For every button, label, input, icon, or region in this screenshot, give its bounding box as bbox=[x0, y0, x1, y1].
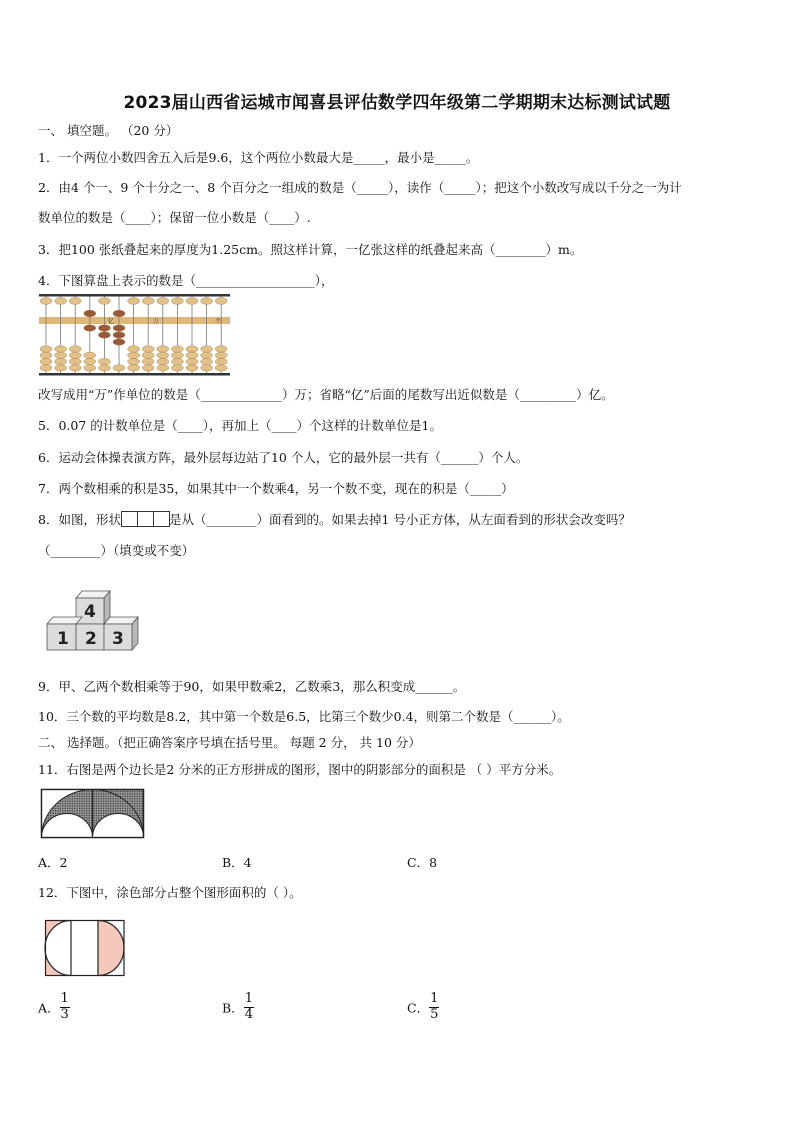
cube-label-4: 4 bbox=[84, 602, 96, 622]
q12-a-numerator: 1 bbox=[60, 991, 69, 1006]
abacus-lower-bead bbox=[157, 365, 169, 371]
abacus-upper-bead bbox=[171, 298, 183, 305]
abacus-upper-bead bbox=[98, 298, 110, 305]
abacus-lower-bead bbox=[215, 346, 227, 352]
abacus-upper-bead bbox=[186, 298, 198, 305]
abacus-lower-bead bbox=[171, 352, 183, 358]
cubes-figure bbox=[44, 584, 148, 654]
cube-label-3: 3 bbox=[112, 629, 124, 649]
question-11: 11．右图是两个边长是2 分米的正方形拼成的图形，图中的阴影部分的面积是 （ ）平方分米。 bbox=[38, 762, 562, 777]
abacus-upper-bead bbox=[113, 310, 125, 317]
cube-label-1: 1 bbox=[57, 629, 69, 649]
three-square-shape bbox=[121, 512, 169, 527]
abacus-upper-bead bbox=[40, 298, 52, 305]
abacus-lower-bead bbox=[69, 346, 81, 352]
abacus-lower-bead bbox=[69, 365, 81, 371]
abacus-lower-bead bbox=[55, 358, 67, 364]
abacus-lower-bead bbox=[186, 352, 198, 358]
abacus-bottom-frame bbox=[39, 373, 230, 376]
q12-c-numerator: 1 bbox=[430, 991, 439, 1006]
section-2-heading: 二、 选择题。（把正确答案序号填在括号里。 每题 2 分， 共 10 分） bbox=[38, 735, 421, 750]
abacus-lower-bead bbox=[142, 346, 154, 352]
abacus-lower-bead bbox=[40, 352, 52, 358]
abacus-lower-bead bbox=[98, 325, 110, 331]
section-1-heading: 一、 填空题。 （20 分） bbox=[38, 123, 179, 138]
question-8-line-2: （________）（填变或不变） bbox=[38, 543, 195, 558]
abacus-lower-bead bbox=[98, 365, 110, 371]
question-10: 10．三个数的平均数是8.2，其中第一个数是6.5，比第三个数少0.4，则第二个数是（______）。 bbox=[38, 709, 570, 724]
abacus-lower-bead bbox=[201, 346, 213, 352]
question-4-part-2: 改写成用“万”作单位的数是（_____________）万；省略“亿”后面的尾数写出近似数是（_________）亿。 bbox=[38, 387, 614, 402]
abacus-lower-bead bbox=[128, 365, 140, 371]
question-4: 4．下图算盘上表示的数是（___________________）， bbox=[38, 273, 334, 288]
q12-a-denominator: 3 bbox=[60, 1006, 69, 1022]
abacus-top-frame bbox=[39, 294, 230, 297]
abacus-lower-bead bbox=[171, 365, 183, 371]
abacus-lower-bead bbox=[186, 346, 198, 352]
abacus-lower-bead bbox=[186, 365, 198, 371]
abacus-upper-bead bbox=[128, 298, 140, 305]
question-8-prefix: 8．如图，形状 bbox=[38, 512, 121, 527]
q12-c-denominator: 5 bbox=[430, 1006, 439, 1022]
q11-option-a[interactable]: A．2 bbox=[38, 855, 68, 870]
q11-squares-figure bbox=[40, 788, 146, 840]
abacus-lower-bead bbox=[113, 325, 125, 331]
abacus-lower-bead bbox=[157, 358, 169, 364]
q12-option-c[interactable]: C． $\frac{1}{5}$ bbox=[407, 991, 439, 1022]
abacus-upper-bead bbox=[142, 298, 154, 305]
abacus-lower-bead bbox=[201, 352, 213, 358]
abacus-lower-bead bbox=[186, 358, 198, 364]
abacus-lower-bead bbox=[215, 358, 227, 364]
q12-option-a[interactable]: A． $\frac{1}{3}$ bbox=[38, 991, 69, 1022]
abacus-upper-bead bbox=[84, 310, 96, 317]
abacus-lower-bead bbox=[55, 352, 67, 358]
question-3: 3．把100 张纸叠起来的厚度为1.25cm。照这样计算，一亿张这样的纸叠起来高（________）m。 bbox=[38, 242, 583, 257]
abacus-lower-bead bbox=[113, 339, 125, 345]
question-8-line-1 bbox=[38, 510, 631, 528]
abacus-lower-bead bbox=[171, 346, 183, 352]
abacus-upper-bead bbox=[55, 298, 67, 305]
page-title: 2023届山西省运城市闻喜县评估数学四年级第二学期期末达标测试试题 bbox=[123, 93, 671, 113]
q11-option-c[interactable]: C．8 bbox=[407, 855, 438, 870]
abacus-lower-bead bbox=[128, 352, 140, 358]
abacus-label-wan: 万 bbox=[153, 318, 160, 325]
abacus-label-yi: 亿 bbox=[108, 318, 115, 325]
abacus-label-ge: 个 bbox=[215, 318, 222, 325]
question-5: 5．0.07 的计数单位是（____），再加上（____）个这样的计数单位是1。 bbox=[38, 418, 442, 433]
abacus-lower-bead bbox=[84, 325, 96, 331]
abacus-lower-bead bbox=[142, 365, 154, 371]
abacus-lower-bead bbox=[215, 352, 227, 358]
abacus-lower-bead bbox=[171, 358, 183, 364]
abacus-upper-bead bbox=[201, 298, 213, 305]
question-7: 7．两个数相乘的积是35，如果其中一个数乘4，另一个数不变，现在的积是（_____） bbox=[38, 481, 514, 496]
abacus-lower-bead bbox=[69, 352, 81, 358]
abacus-lower-bead bbox=[84, 365, 96, 371]
abacus-figure bbox=[38, 293, 234, 377]
question-2-line-2: 数单位的数是（____）；保留一位小数是（____）. bbox=[38, 210, 311, 225]
abacus-lower-bead bbox=[113, 332, 125, 338]
abacus-lower-bead bbox=[40, 365, 52, 371]
q12-option-b[interactable]: B． $\frac{1}{4}$ bbox=[222, 991, 253, 1022]
abacus-upper-bead bbox=[215, 298, 227, 305]
abacus-lower-bead bbox=[157, 346, 169, 352]
abacus-lower-bead bbox=[128, 346, 140, 352]
question-8-suffix: 是从（________）面看到的。如果去掉1 号小正方体，从左面看到的形状会改变吗？ bbox=[168, 512, 631, 527]
cube-label-2: 2 bbox=[85, 629, 97, 649]
q12-rectangle-figure bbox=[44, 919, 126, 977]
q12-b-numerator: 1 bbox=[244, 991, 253, 1006]
question-9: 9．甲、乙两个数相乘等于90，如果甲数乘2，乙数乘3，那么积变成______。 bbox=[38, 679, 466, 694]
abacus-lower-bead bbox=[201, 365, 213, 371]
abacus-lower-bead bbox=[69, 358, 81, 364]
abacus-lower-bead bbox=[215, 365, 227, 371]
question-2-line-1: 2．由4 个一、9 个十分之一、8 个百分之一组成的数是（_____），读作（_____）；把这个小数改写成以千分之一为计 bbox=[38, 180, 682, 195]
abacus-lower-bead bbox=[98, 358, 110, 364]
abacus-upper-bead bbox=[157, 298, 169, 305]
abacus-lower-bead bbox=[40, 358, 52, 364]
abacus-lower-bead bbox=[128, 358, 140, 364]
abacus-lower-bead bbox=[142, 352, 154, 358]
question-12: 12．下图中，涂色部分占整个图形面积的（ ）。 bbox=[38, 885, 302, 900]
q12-b-denominator: 4 bbox=[244, 1006, 253, 1022]
abacus-lower-bead bbox=[84, 358, 96, 364]
abacus-lower-bead bbox=[40, 346, 52, 352]
question-1: 1．一个两位小数四舍五入后是9.6，这个两位小数最大是_____，最小是_____。 bbox=[38, 150, 479, 165]
abacus-lower-bead bbox=[55, 346, 67, 352]
abacus-upper-bead bbox=[69, 298, 81, 305]
q11-option-b[interactable]: B．4 bbox=[222, 855, 252, 870]
abacus-beam bbox=[39, 317, 230, 324]
abacus-lower-bead bbox=[98, 332, 110, 338]
abacus-lower-bead bbox=[201, 358, 213, 364]
abacus-lower-bead bbox=[142, 358, 154, 364]
question-6: 6．运动会体操表演方阵，最外层每边站了10 个人，它的最外层一共有（______）个人。 bbox=[38, 450, 529, 465]
abacus-lower-bead bbox=[55, 365, 67, 371]
abacus-lower-bead bbox=[84, 352, 96, 358]
abacus-lower-bead bbox=[157, 352, 169, 358]
abacus-lower-bead bbox=[113, 365, 125, 371]
